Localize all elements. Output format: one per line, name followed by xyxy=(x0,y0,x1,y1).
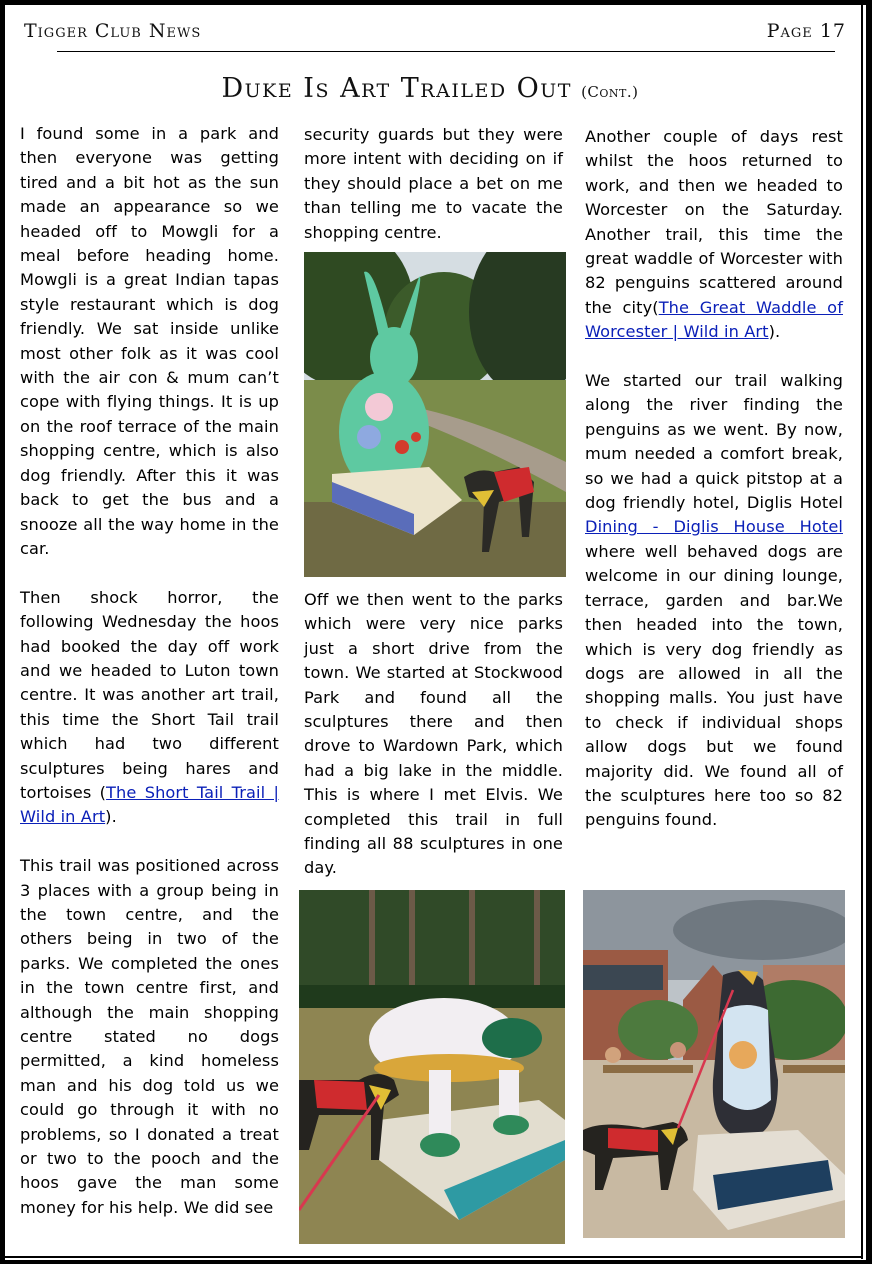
paragraph-text: where well behaved dogs are welcome in our dining lounge, terrace, garden and bar.We then headed into the town, which is very dog friendly as dogs are allowed in all the shopping malls. You just have to check if individual shops allow dogs but we found majority did. We found all of the sculptures here too so 82 penguins found. xyxy=(585,541,843,830)
column-2-top xyxy=(304,123,563,245)
article-title xyxy=(0,73,860,104)
tortoise-sculpture-photo xyxy=(299,890,565,1244)
paragraph xyxy=(585,125,843,345)
column-1 xyxy=(20,122,279,1220)
penguin-sculpture-photo xyxy=(583,890,845,1238)
paragraph-text: Then shock horror, the following Wednesday the hoos had booked the day off work and we headed to Luton town centre. It was another art trail, this time the Short Tail trail which had two different sculptures being hares and tortoises ( xyxy=(20,587,279,802)
hare-sculpture-photo xyxy=(304,252,566,577)
page-border-left xyxy=(0,0,5,1264)
short-tail-trail-link[interactable]: The Short Tail Trail | Wild in Art xyxy=(20,782,280,827)
page-border-right-inner xyxy=(861,5,863,1259)
column-3 xyxy=(585,125,843,833)
paragraph xyxy=(585,369,843,833)
paragraph-text: We started our trail walking along the river finding the penguins as we went. By now, mum needed a comfort break, so we had a quick pitstop at a dog friendly hotel, Diglis Hotel xyxy=(585,371,843,513)
diglis-house-hotel-link[interactable]: Dining - Diglis House Hotel xyxy=(585,517,843,537)
paragraph: This trail was positioned across 3 places with a group being in the town centre, and the others being in two of the parks. We completed the ones in the town centre first, and although the main shopping centre stated no dogs permitted, a kind homeless man and his dog told us we could go through it with no problems, so I donated a treat or two to the pooch and the hoos gave the man some money for his help. We did see xyxy=(20,856,279,1217)
paragraph: I found some in a park and then everyone was getting tired and a bit hot as the sun made an appearance so we headed off to Mowgli for a meal before heading home. Mowgli is a great Indian tapas style restaurant which is dog friendly. We sat inside unlike most other folk as it was cool with the air con & mum can’t cope with flying things. It is up on the roof terrace of the main shopping centre, which is also dog friendly. After this it was back to get the bus and a snooze all the way home in the car. xyxy=(20,124,279,558)
header-divider xyxy=(57,51,835,52)
article-title-text: Duke Is Art Trailed Out xyxy=(221,73,572,104)
page-border-right xyxy=(866,0,872,1264)
page-border-top xyxy=(0,0,872,5)
paragraph-text: ). xyxy=(105,807,117,827)
page-number: Page 17 xyxy=(766,20,846,42)
page-border-bottom xyxy=(0,1260,872,1264)
paragraph: security guards but they were more intent with deciding on if they should place a bet on me than telling me to vacate the shopping centre. xyxy=(304,125,563,242)
publication-name: Tigger Club News xyxy=(24,20,202,42)
paragraph: Off we then went to the parks which were very nice parks just a short drive from the town. We started at Stockwood Park and found all the sculptures there and then drove to Wardown Park, which had a big lake in the middle. This is where I met Elvis. We completed this trail in full finding all 88 sculptures in one day. xyxy=(304,590,563,878)
great-waddle-link[interactable]: The Great Waddle of Worcester | Wild in Art xyxy=(585,297,843,342)
paragraph-text: Another couple of days rest whilst the hoos returned to work, and then we headed to Worcester on the Saturday. Another trail, this time the great waddle of Worcester with 82 penguins scattered around the city( xyxy=(585,127,843,317)
column-2-bottom xyxy=(304,588,563,881)
paragraph-text: ). xyxy=(768,322,781,342)
article-title-suffix: (Cont.) xyxy=(581,83,639,101)
page-border-bottom-inner xyxy=(5,1256,863,1258)
paragraph xyxy=(20,586,279,830)
